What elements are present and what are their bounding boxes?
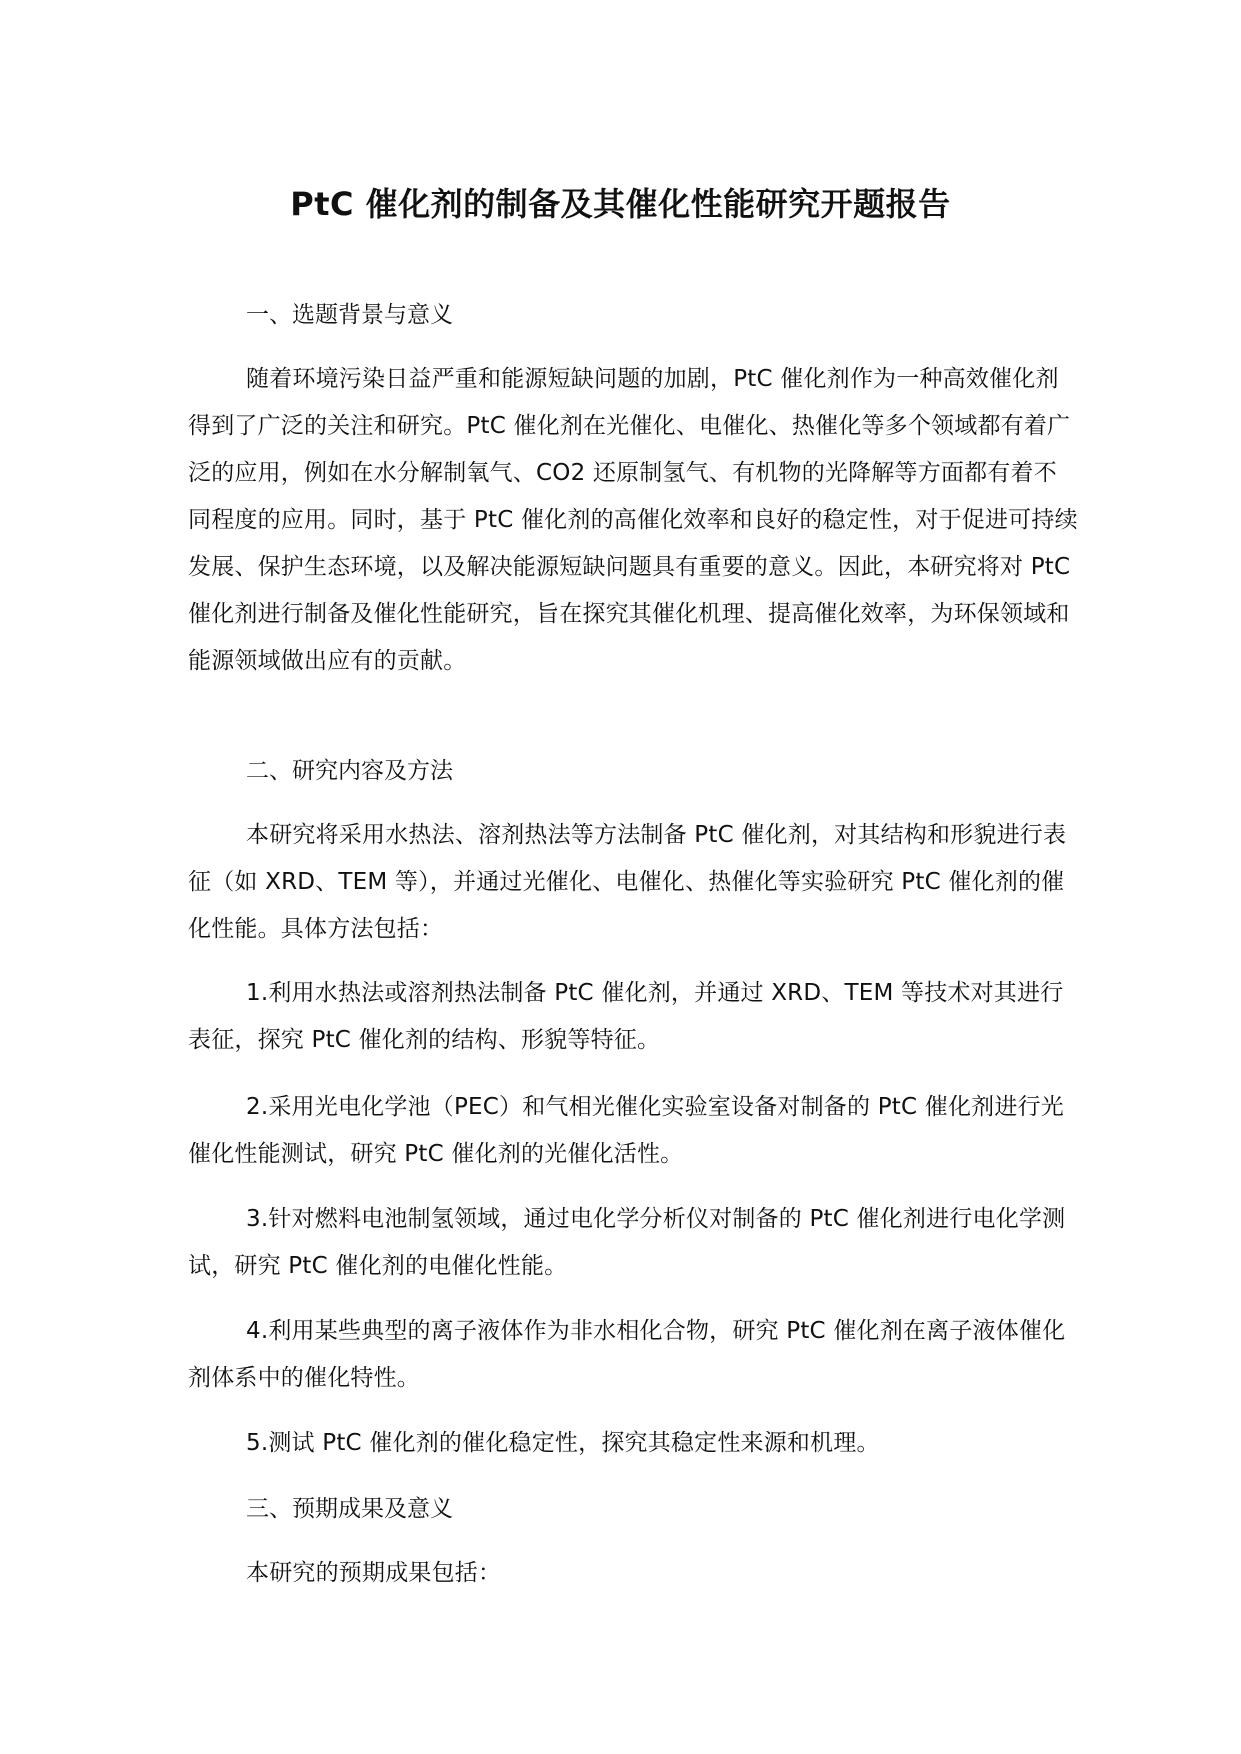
method-item-5: 5.测试 PtC 催化剂的催化稳定性，探究其稳定性来源和机理。 xyxy=(246,1430,880,1456)
paragraph-background: 随着环境污染日益严重和能源短缺问题的加剧，PtC 催化剂作为一种高效催化剂得到了广泛的关注和研究。PtC 催化剂在光催化、电催化、热催化等多个领域都有着广泛的应用，例如在水分解制氧气、CO2 还原制氢气、有机物的光降解等方面都有着不同程度的应用。同时，基于 PtC 催化剂的高催化效率和良好的稳定性，对于促进可持续发展、保护生态环境，以及解决能源短缺问题具有重要的意义。因此，本研究将对 PtC 催化剂进行制备及催化性能研究，旨在探究其催化机理、提高催化效率，为环保领域和能源领域做出应有的贡献。 xyxy=(188,366,1078,674)
paragraph-methods: 本研究将采用水热法、溶剂热法等方法制备 PtC 催化剂，对其结构和形貌进行表征（如 XRD、TEM 等），并通过光催化、电催化、热催化等实验研究 PtC 催化剂的催化性能。具体方法包括： xyxy=(188,822,1067,942)
section-heading-background: 一、选题背景与意义 xyxy=(246,302,453,328)
paragraph-outcomes: 本研究的预期成果包括： xyxy=(246,1560,502,1586)
method-item-3: 3.针对燃料电池制氢领域，通过电化学分析仪对制备的 PtC 催化剂进行电化学测试，研究 PtC 催化剂的电催化性能。 xyxy=(188,1206,1066,1279)
section-heading-outcomes: 三、预期成果及意义 xyxy=(246,1496,453,1522)
section-heading-methods: 二、研究内容及方法 xyxy=(246,758,453,784)
method-item-2: 2.采用光电化学池（PEC）和气相光催化实验室设备对制备的 PtC 催化剂进行光催化性能测试，研究 PtC 催化剂的光催化活性。 xyxy=(188,1094,1064,1167)
document-title: PtC 催化剂的制备及其催化性能研究开题报告 xyxy=(290,185,951,223)
method-item-4: 4.利用某些典型的离子液体作为非水相化合物，研究 PtC 催化剂在离子液体催化剂体系中的催化特性。 xyxy=(188,1318,1066,1391)
method-item-1: 1.利用水热法或溶剂热法制备 PtC 催化剂，并通过 XRD、TEM 等技术对其进行表征，探究 PtC 催化剂的结构、形貌等特征。 xyxy=(188,980,1064,1053)
